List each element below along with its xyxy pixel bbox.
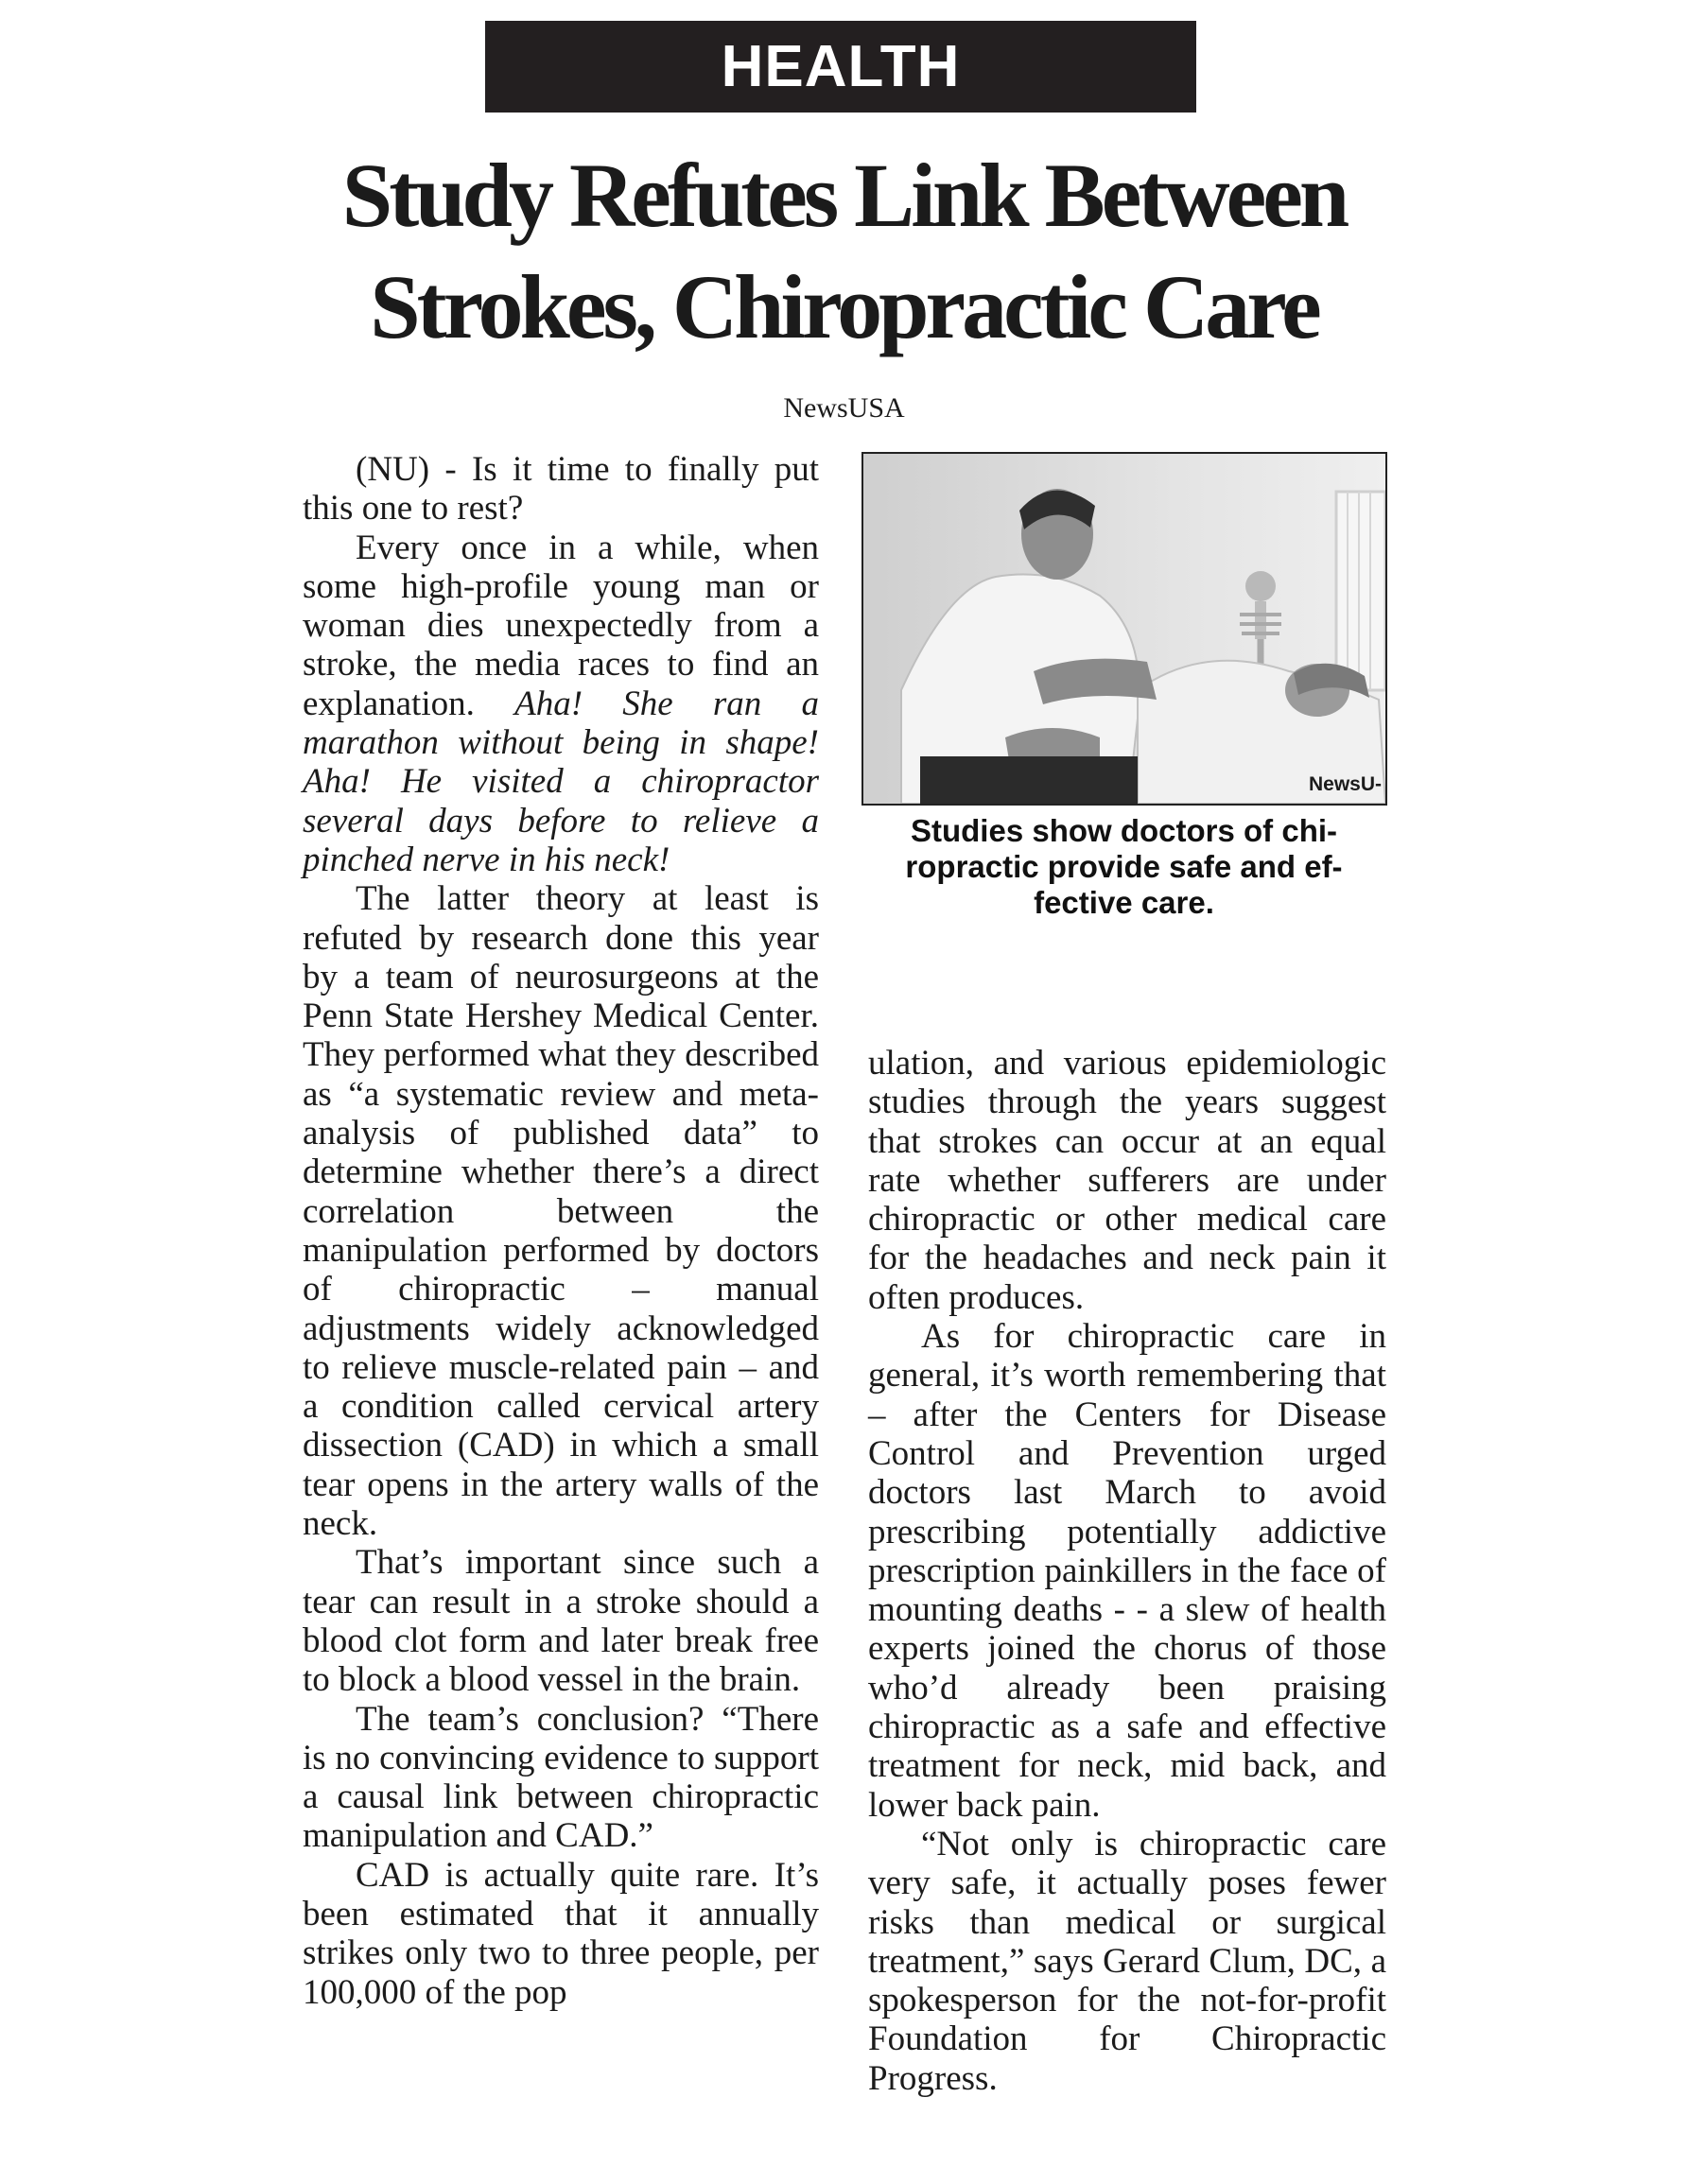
section-banner: HEALTH xyxy=(485,21,1196,113)
article-column-left xyxy=(303,450,819,2012)
italic-quote: Aha! She ran a marathon without being in shape! Aha! He visited a chiropractor several days before to relieve a pinched nerve in his neck! xyxy=(303,684,820,879)
byline: NewsUSA xyxy=(783,392,905,424)
paragraph: As for chiropractic care in general, it’s worth remembering that – after the Centers for Disease Control and Prevention urged doctors last March to avoid prescribing potentially addictive prescription painkillers in the face of mounting deaths - - a slew of health experts joined the chorus of those who’d already been praising chiropractic as a safe and effective treatment for neck, mid back, and lower back pain. xyxy=(868,1317,1386,1825)
article-column-right xyxy=(868,1044,1386,2098)
photo-caption xyxy=(861,813,1386,921)
caption-line: ropractic provide safe and ef- xyxy=(905,849,1343,884)
article-photo xyxy=(861,452,1387,806)
photo-credit: NewsU- xyxy=(1308,773,1382,795)
paragraph: The team’s conclusion? “There is no convincing evidence to support a causal link between chiropractic manipulation and CAD.” xyxy=(303,1699,819,1856)
paragraph: “Not only is chiropractic care very safe, it actually poses fewer risks than medical or surgical treatment,” says Gerard Clum, DC, a spokesperson for the not-for-profit Foundation for Chiropractic Progress. xyxy=(868,1824,1386,2098)
caption-line: Studies show doctors of chi- xyxy=(910,813,1338,848)
paragraph: That’s important since such a tear can result in a stroke should a blood clot form and later break free to block a blood vessel in the brain. xyxy=(303,1543,819,1700)
paragraph: (NU) - Is it time to finally put this one to rest? xyxy=(303,450,819,529)
paragraph xyxy=(303,529,819,880)
caption-line: fective care. xyxy=(1034,885,1214,920)
paragraph: CAD is actually quite rare. It’s been estimated that it annually strikes only two to three people, per 100,000 of the pop xyxy=(303,1855,819,2012)
headline xyxy=(189,140,1499,363)
paragraph-text: Every once in a while, when some high-profile young man or woman dies unexpectedly from a stroke, the media races to find an explanation. xyxy=(303,528,819,723)
headline-line-1: Study Refutes Link Between xyxy=(341,145,1347,246)
paragraph-continued: ulation, and various epidemiologic studies through the years suggest that strokes can occur at an equal rate whether sufferers are under chiropractic or other medical care for the headaches and neck pain it often produces. xyxy=(868,1044,1386,1317)
headline-line-2: Strokes, Chiropractic Care xyxy=(370,256,1318,357)
chiropractor-photo-image xyxy=(863,454,1385,804)
paragraph: The latter theory at least is refuted by research done this year by a team of neurosurgeons at the Penn State Hershey Medical Center. They performed what they described as “a systematic review and meta-analysis of published data” to determine whether there’s a direct correlation between the manipulation performed by doctors of chiropractic – manual adjustments widely acknowledged to relieve muscle-related pain – and a condition called cervical artery dissection (CAD) in which a small tear opens in the artery walls of the neck. xyxy=(303,879,819,1544)
